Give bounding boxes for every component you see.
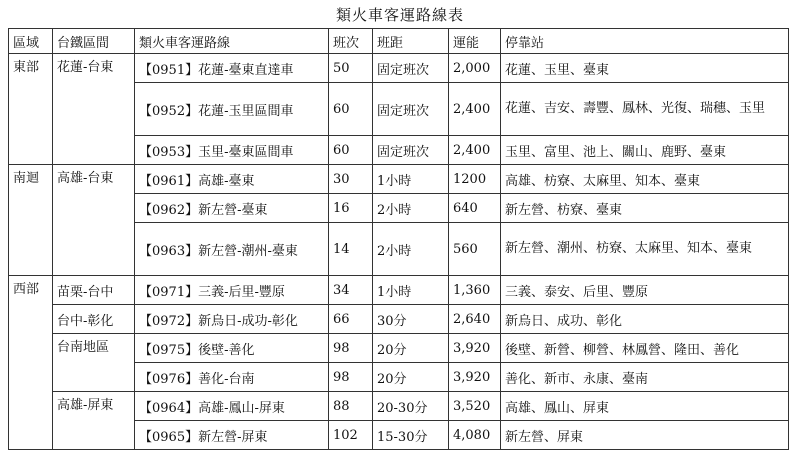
table-title: 類火車客運路線表 xyxy=(335,6,464,24)
header-row xyxy=(9,29,789,54)
route-cell: 【0951】花蓮-臺東直達車 xyxy=(135,54,329,83)
stops-cell: 新烏日、成功、彰化 xyxy=(501,305,789,334)
trips-cell: 66 xyxy=(329,305,373,334)
route-cell: 【0971】三義-后里-豐原 xyxy=(135,276,329,305)
route-cell: 【0975】後壁-善化 xyxy=(135,334,329,363)
header-capacity: 運能 xyxy=(449,29,501,54)
capacity-cell: 2,640 xyxy=(449,305,501,334)
capacity-cell: 2,000 xyxy=(449,54,501,83)
capacity-cell: 1,360 xyxy=(449,276,501,305)
section-cell: 台中-彰化 xyxy=(53,305,135,334)
interval-cell: 15-30分 xyxy=(373,421,449,450)
interval-cell: 1小時 xyxy=(373,276,449,305)
interval-cell: 2小時 xyxy=(373,194,449,223)
section-cell: 高雄-屏東 xyxy=(53,392,135,450)
section-cell: 高雄-台東 xyxy=(53,165,135,276)
trips-cell: 102 xyxy=(329,421,373,450)
region-cell: 西部 xyxy=(9,276,53,450)
region-cell: 東部 xyxy=(9,54,53,165)
capacity-cell: 1200 xyxy=(449,165,501,194)
header-region: 區域 xyxy=(9,29,53,54)
interval-cell: 20分 xyxy=(373,334,449,363)
stops-cell: 高雄、枋寮、太麻里、知本、臺東 xyxy=(501,165,789,194)
interval-cell: 20-30分 xyxy=(373,392,449,421)
stops-cell: 新左營、枋寮、臺東 xyxy=(501,194,789,223)
capacity-cell: 3,920 xyxy=(449,334,501,363)
trips-cell: 88 xyxy=(329,392,373,421)
table-row xyxy=(9,165,789,194)
stops-cell: 善化、新市、永康、臺南 xyxy=(501,363,789,392)
header-trips: 班次 xyxy=(329,29,373,54)
section-cell: 台南地區 xyxy=(53,334,135,392)
stops-cell: 後壁、新營、柳營、林鳳營、隆田、善化 xyxy=(501,334,789,363)
header-section: 台鐵區間 xyxy=(53,29,135,54)
route-cell: 【0962】新左營-臺東 xyxy=(135,194,329,223)
trips-cell: 60 xyxy=(329,136,373,165)
trips-cell: 98 xyxy=(329,363,373,392)
stops-cell: 玉里、富里、池上、關山、鹿野、臺東 xyxy=(501,136,789,165)
trips-cell: 16 xyxy=(329,194,373,223)
capacity-cell: 2,400 xyxy=(449,83,501,136)
capacity-cell: 2,400 xyxy=(449,136,501,165)
trips-cell: 34 xyxy=(329,276,373,305)
route-cell: 【0952】花蓮-玉里區間車 xyxy=(135,83,329,136)
interval-cell: 20分 xyxy=(373,363,449,392)
stops-cell: 新左營、潮州、枋寮、太麻里、知本、臺東 xyxy=(501,223,789,276)
header-interval: 班距 xyxy=(373,29,449,54)
interval-cell: 1小時 xyxy=(373,165,449,194)
table-row xyxy=(9,334,789,363)
capacity-cell: 560 xyxy=(449,223,501,276)
capacity-cell: 640 xyxy=(449,194,501,223)
interval-cell: 固定班次 xyxy=(373,136,449,165)
route-cell: 【0972】新烏日-成功-彰化 xyxy=(135,305,329,334)
route-cell: 【0964】高雄-鳳山-屏東 xyxy=(135,392,329,421)
stops-cell: 新左營、屏東 xyxy=(501,421,789,450)
trips-cell: 14 xyxy=(329,223,373,276)
stops-cell: 花蓮、吉安、壽豐、鳳林、光復、瑞穗、玉里 xyxy=(501,83,789,136)
section-cell: 花蓮-台東 xyxy=(53,54,135,165)
interval-cell: 2小時 xyxy=(373,223,449,276)
table-row xyxy=(9,392,789,421)
route-cell: 【0965】新左營-屏東 xyxy=(135,421,329,450)
stops-cell: 高雄、鳳山、屏東 xyxy=(501,392,789,421)
route-cell: 【0953】玉里-臺東區間車 xyxy=(135,136,329,165)
route-cell: 【0976】善化-台南 xyxy=(135,363,329,392)
header-route: 類火車客運路線 xyxy=(135,29,329,54)
stops-cell: 花蓮、玉里、臺東 xyxy=(501,54,789,83)
stops-cell: 三義、泰安、后里、豐原 xyxy=(501,276,789,305)
section-cell: 苗栗-台中 xyxy=(53,276,135,305)
interval-cell: 固定班次 xyxy=(373,83,449,136)
table-row xyxy=(9,305,789,334)
trips-cell: 30 xyxy=(329,165,373,194)
trips-cell: 60 xyxy=(329,83,373,136)
route-cell: 【0963】新左營-潮州-臺東 xyxy=(135,223,329,276)
table-row xyxy=(9,54,789,83)
trips-cell: 50 xyxy=(329,54,373,83)
interval-cell: 30分 xyxy=(373,305,449,334)
route-table xyxy=(8,28,789,450)
capacity-cell: 3,920 xyxy=(449,363,501,392)
capacity-cell: 4,080 xyxy=(449,421,501,450)
region-cell: 南迴 xyxy=(9,165,53,276)
capacity-cell: 3,520 xyxy=(449,392,501,421)
header-stops: 停靠站 xyxy=(501,29,789,54)
route-cell: 【0961】高雄-臺東 xyxy=(135,165,329,194)
table-row xyxy=(9,276,789,305)
interval-cell: 固定班次 xyxy=(373,54,449,83)
trips-cell: 98 xyxy=(329,334,373,363)
